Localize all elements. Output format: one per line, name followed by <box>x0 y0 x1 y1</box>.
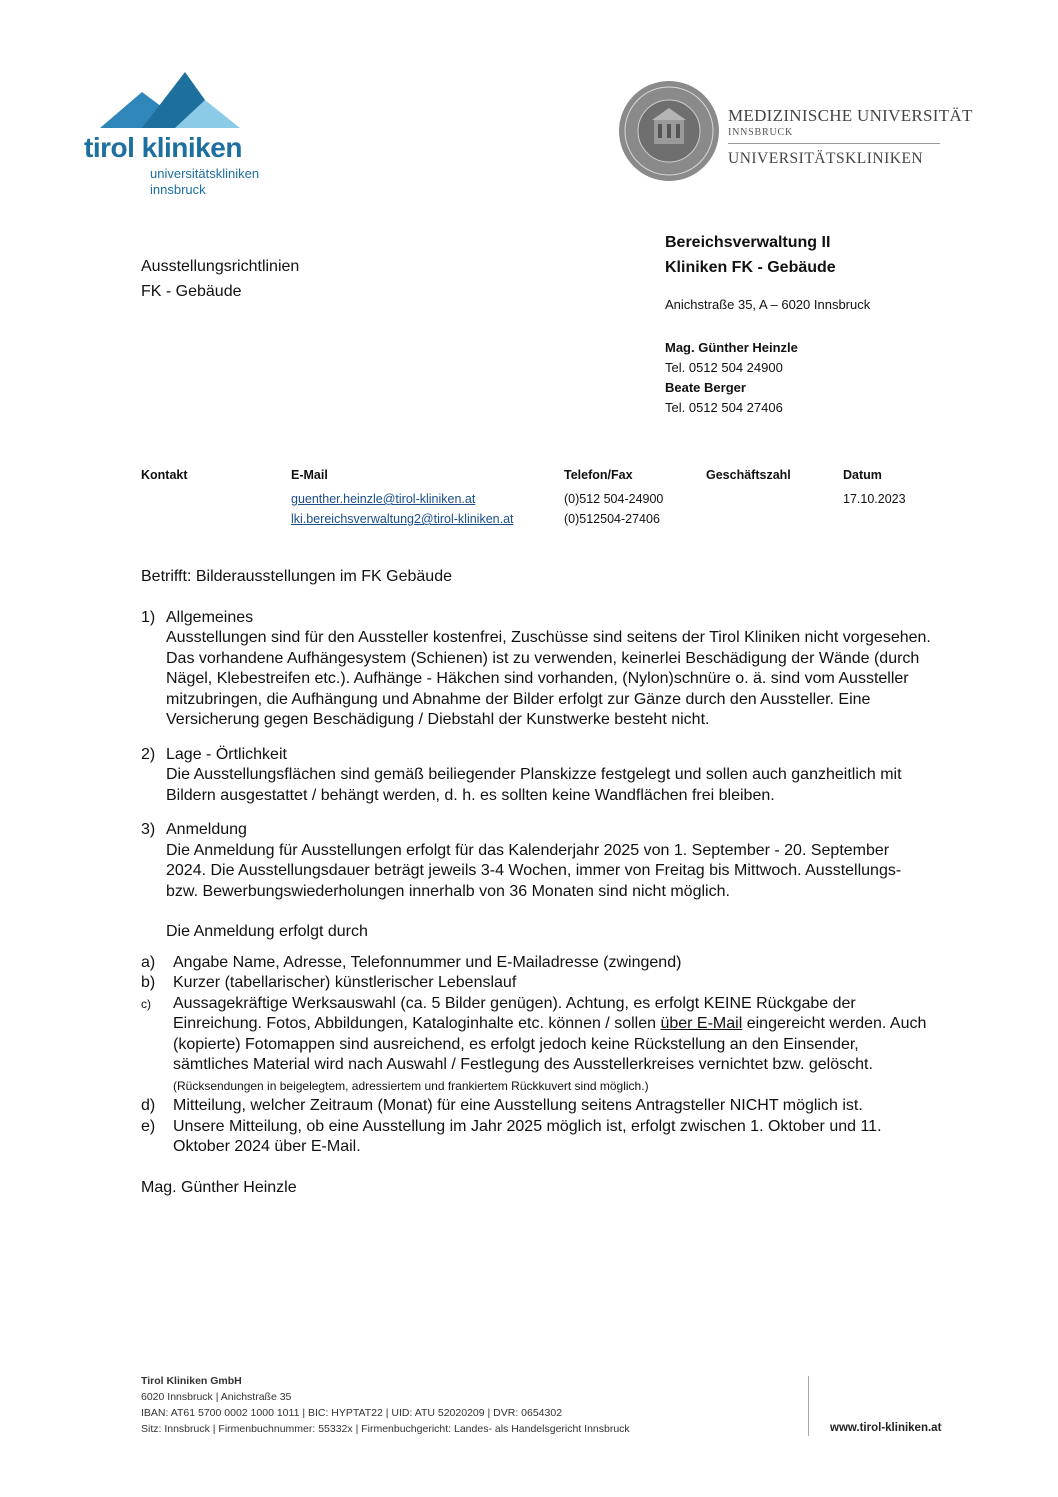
list-item: a) Angabe Name, Adresse, Telefonnummer und E-Mailadresse (zwingend) <box>141 953 682 971</box>
section-1: 1) Allgemeines Ausstellungen sind für den Aussteller kostenfrei, Zuschüsse sind seitens der Tirol Kliniken nicht vorgesehen. Das vorhandene Aufhängesystem (Schienen) ist zu verwenden, keinerlei Beschädigung der Wände (durch Nägel, Klebestreifen etc.). Aufhänge - Häkchen sind vorhanden, (Nylon)schnüre o. ä. sind vom Aussteller mitzubringen, die Aufhängung und Abnahme der Bilder erfolgt zur Gänze durch den Aussteller. Eine Versicherung gegen Beschädigung / Diebstahl der Kunstwerke besteht nicht. <box>141 608 931 731</box>
header-kontakt: Kontakt <box>141 468 188 482</box>
letter-body <box>141 567 931 1198</box>
footer-company-info: Tirol Kliniken GmbH 6020 Innsbruck | Anichstraße 35 IBAN: AT61 5700 0002 1000 1011 | BIC: HYPTAT22 | UID: ATU 52020209 | DVR: 0654302 Sitz: Innsbruck | Firmenbuchnummer: 55332x | Firmenbuchgericht: Landes- als Handelsgericht Innsbruck <box>141 1375 630 1435</box>
footer-divider <box>808 1376 809 1436</box>
registration-list <box>141 953 931 1158</box>
section-title: Anmeldung <box>166 821 247 838</box>
footer-website-link[interactable]: www.tirol-kliniken.at <box>830 1422 942 1434</box>
betreff: Betrifft: Bilderausstellungen im FK Gebäude <box>141 568 452 585</box>
header-date: Datum <box>843 468 882 482</box>
section-2: 2) Lage - Örtlichkeit Die Ausstellungsflächen sind gemäß beiliegender Planskizze festgelegt und sollen auch ganzheitlich mit Bildern ausgestattet / behängt werden, d. h. es sollten keine Wandflächen frei bleiben. <box>141 745 931 807</box>
list-item: d) Mitteilung, welcher Zeitraum (Monat) für eine Ausstellung seitens Antragsteller NICHT möglich ist. <box>141 1097 863 1114</box>
registration-intro: Die Anmeldung erfolgt durch <box>166 923 368 940</box>
contact-persons: Mag. Günther Heinzle Tel. 0512 504 24900 Beate Berger Tel. 0512 504 27406 <box>665 340 798 415</box>
section-title: Lage - Örtlichkeit <box>166 745 287 763</box>
email-link-bereichsverwaltung[interactable]: lki.bereichsverwaltung2@tirol-kliniken.at <box>291 512 514 526</box>
list-item: b) Kurzer (tabellarischer) künstlerischer Lebenslauf <box>141 974 517 991</box>
department-address: Anichstraße 35, A – 6020 Innsbruck <box>665 297 871 312</box>
university-name: MEDIZINISCHE UNIVERSITÄT <box>728 106 973 125</box>
email-link-heinzle[interactable]: guenther.heinzle@tirol-kliniken.at <box>291 492 476 506</box>
signature: Mag. Günther Heinzle <box>141 1178 297 1196</box>
header-phone: Telefon/Fax <box>564 468 633 482</box>
phone-1: (0)512 504-24900 <box>564 492 664 506</box>
letter-date: 17.10.2023 <box>843 492 906 506</box>
section-text: Die Ausstellungsflächen sind gemäß beiliegender Planskizze festgelegt und sollen auch ganzheitlich mit Bildern ausgestattet / behängt werden, d. h. es sollten keine Wandflächen frei bleiben. <box>166 766 902 804</box>
section-text: Die Anmeldung für Ausstellungen erfolgt für das Kalenderjahr 2025 von 1. September - 20. September 2024. Die Ausstellungsdauer beträgt jeweils 3-4 Wochen, immer von Freitag bis Mittwoch. Ausstellungs- bzw. Bewerbungswiederholungen innerhalb von 36 Monaten sind nicht möglich. <box>166 841 902 900</box>
list-item: c) Aussagekräftige Werksauswahl (ca. 5 Bilder genügen). Achtung, es erfolgt KEINE Rückgabe der Einreichung. Fotos, Abbildungen, Kataloginhalte etc. können / sollen über E-Mail eingereicht werden. Auch (kopierte) Fotomappen sind ausreichend, es erfolgt jedoch keine Rückstellung an den Einsender, sämtliches Material wird nach Auswahl / Festlegung des Ausstellerkreises vernichtet bzw. gelöscht. (Rücksendungen in beigelegtem, adressiertem und frankiertem Rückkuvert sind möglich.) <box>141 994 927 1093</box>
department-heading: Bereichsverwaltung II Kliniken FK - Gebäude <box>665 234 836 276</box>
section-3: 3) Anmeldung Die Anmeldung für Ausstellungen erfolgt für das Kalenderjahr 2025 von 1. September - 20. September 2024. Die Ausstellungsdauer beträgt jeweils 3-4 Wochen, immer von Freitag bis Mittwoch. Ausstellungs- bzw. Bewerbungswiederholungen innerhalb von 36 Monaten sind nicht möglich. Die Anmeldung erfolgt durch a) Angabe Name, Adresse, Telefonnummer und E-Mailadresse (zwingend) b) Kurzer (tabellarischer) künstlerischer Lebenslauf c) Aussagekräftige Werksauswahl (ca. 5 Bilder genügen). Achtung, es erfolgt KEINE Rückgabe der Einreichung. Fotos, Abbildungen, Kataloginhalte etc. können / sollen über E-Mail eingereicht werden. Auch (kopierte) Fotomappen sind ausreichend, es erfolgt jedoch keine Rückstellung an den Einsender, sämtliches Material wird nach Auswahl / Festlegung des Ausstellerkreises vernichtet bzw. gelöscht. (Rücksendungen in beigelegtem, adressiertem und frankiertem Rückkuvert sind möglich.) d) Mitteilung, welcher Zeitraum (Monat) für eine Ausstellung seitens Antragsteller NICHT möglich ist. e) Unsere Mitteilung, ob eine Ausstellung im Jahr 2025 möglich ist, erfolgt zwischen 1. Oktober und 11. Oktober 2024 über E-Mail. <box>141 820 931 1158</box>
header-email: E-Mail <box>291 468 328 482</box>
logo-subtitle: universitätskliniken innsbruck <box>150 166 260 197</box>
section-title: Allgemeines <box>166 608 254 626</box>
list-item: e) Unsere Mitteilung, ob eine Ausstellung im Jahr 2025 möglich ist, erfolgt zwischen 1. Oktober und 11. Oktober 2024 über E-Mail. <box>141 1117 882 1155</box>
logo-divider <box>728 143 940 144</box>
logo-name: tirol kliniken <box>84 132 242 163</box>
university-city: INNSBRUCK <box>728 127 793 138</box>
document-subject: Ausstellungsrichtlinien FK - Gebäude <box>141 258 300 300</box>
section-text: Ausstellungen sind für den Aussteller kostenfrei, Zuschüsse sind seitens der Tirol Kliniken nicht vorgesehen. Das vorhandene Aufhängesystem (Schienen) ist zu verwenden, keinerlei Beschädigung der Wände (durch Nägel, Klebestreifen etc.). Aufhänge - Häkchen sind vorhanden, (Nylon)schnüre o. ä. sind vom Aussteller mitzubringen, die Aufhängung und Abnahme der Bilder erfolgt zur Gänze durch den Aussteller. Eine Versicherung gegen Beschädigung / Diebstahl der Kunstwerke besteht nicht. <box>166 629 931 728</box>
phone-2: (0)512504-27406 <box>564 512 660 526</box>
header-reference: Geschäftszahl <box>706 468 791 482</box>
university-clinics: UNIVERSITÄTSKLINIKEN <box>728 150 924 167</box>
university-seal-icon <box>618 80 720 182</box>
